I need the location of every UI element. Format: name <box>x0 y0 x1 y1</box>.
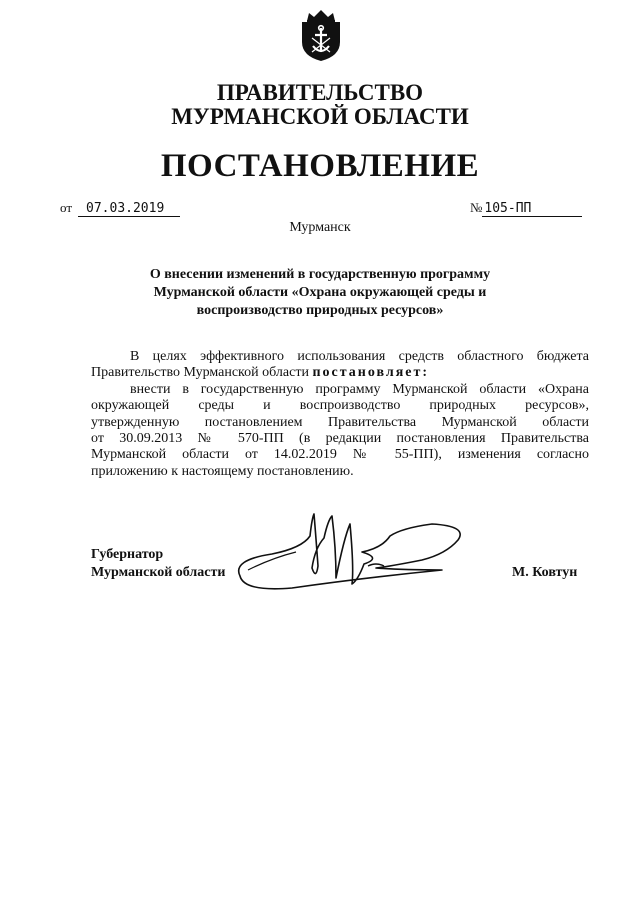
document-type-title: ПОСТАНОВЛЕНИЕ <box>160 148 480 184</box>
government-title-line2: МУРМАНСКОЙ ОБЛАСТИ <box>171 104 469 129</box>
subject-line: воспроизводство природных ресурсов» <box>196 303 444 318</box>
body-line: приложению к настоящему постановлению. <box>91 463 354 479</box>
government-title-line1: ПРАВИТЕЛЬСТВО <box>216 80 424 105</box>
body-paragraph-1 <box>91 349 589 382</box>
signatory-title <box>91 546 225 582</box>
date-label: от <box>60 200 73 215</box>
date-field <box>60 200 180 217</box>
body-text: Правительство Мурманской области <box>91 365 309 381</box>
body-line: В целях эффективного использования средств областного бюджета <box>130 349 589 364</box>
number-label: № <box>470 200 483 215</box>
body-paragraph-2 <box>91 382 589 480</box>
number-value: 105-ПП <box>482 201 582 217</box>
subject-line: О внесении изменений в государственную программу <box>149 267 491 282</box>
signatory-title-line2: Мурманской области <box>91 565 226 580</box>
body-line: окружающей среды и воспроизводство природных ресурсов», <box>91 398 589 414</box>
body-line <box>91 365 589 381</box>
body-line: от 30.09.2013 № 570-ПП (в редакции постановления Правительства <box>91 431 589 447</box>
date-value: 07.03.2019 <box>78 201 180 217</box>
subject-line: Мурманской области «Охрана окружающей среды и <box>153 285 487 300</box>
body-line: внести в государственную программу Мурманской области «Охрана <box>130 381 589 397</box>
body-line: утвержденную постановлением Правительства Мурманской области <box>91 414 589 430</box>
document-body <box>91 349 589 480</box>
document-subject <box>120 266 520 320</box>
city-name: Мурманск <box>289 220 351 235</box>
decree-keyword: постановляет: <box>312 365 430 381</box>
signatory-name: М. Ковтун <box>512 565 578 580</box>
body-line: Мурманской области от 14.02.2019 № 55-ПП), изменения согласно <box>91 447 589 463</box>
coat-of-arms-emblem <box>300 8 342 62</box>
number-field <box>470 200 582 217</box>
handwritten-signature <box>232 508 472 598</box>
signatory-title-line1: Губернатор <box>91 547 164 562</box>
